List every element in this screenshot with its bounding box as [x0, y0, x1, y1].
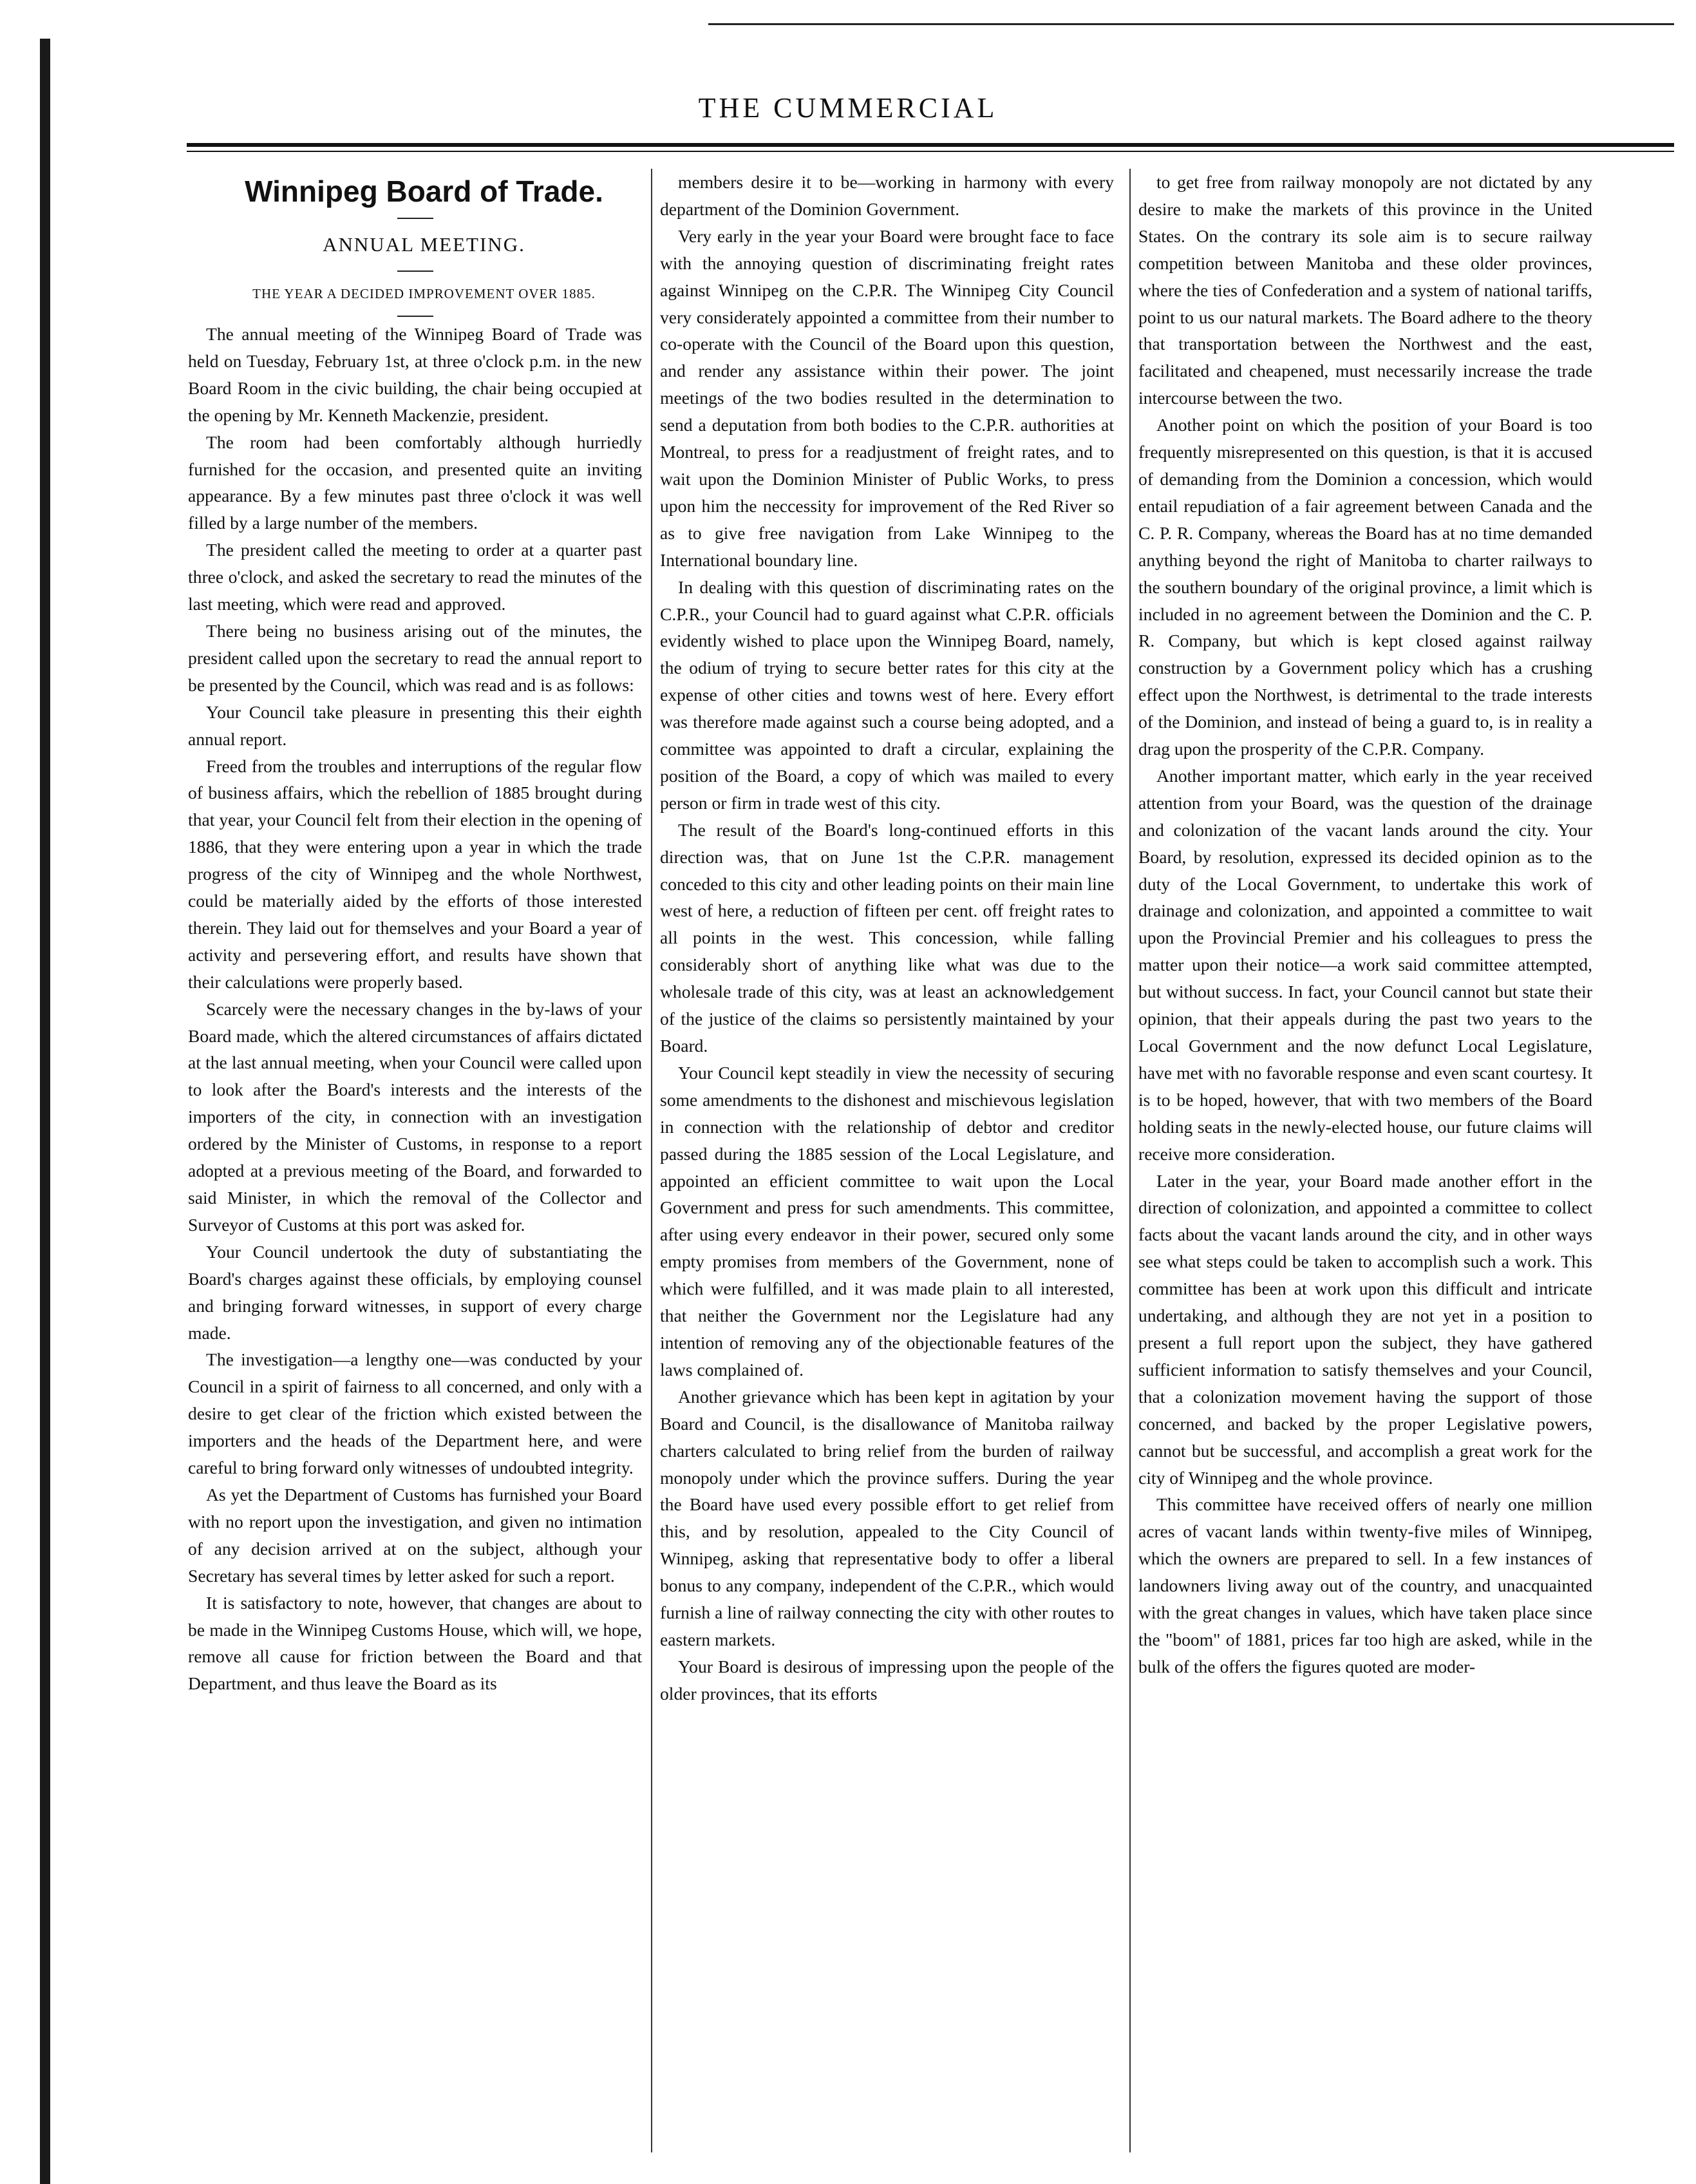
masthead-rule-thin: [187, 151, 1674, 152]
divider: [397, 218, 433, 219]
paragraph: Very early in the year your Board were brought face to face with the annoying question of discriminating freight rates against Winnipeg on the C.P.R. The Winnipeg City Council very considerately appointed a committee from their number to co-operate with the Council of the Board upon this question, and render any assistance within their power. The joint meetings of the two bodies resulted in the determination to send a deputation from both bodies to the C.P.R. authorities at Montreal, to press for a readjustment of freight rates, and to wait upon the Dominion Minister of Public Works, to press upon him the neccessity for improvement of the Red River so as to give free navigation from Lake Winnipeg to the International boundary line.: [660, 225, 1114, 570]
paragraph: Another point on which the position of your Board is too frequently misrepresented on this question, is that it is accused of demanding from the Dominion a concession, which would entail repudiation of a fair agreement between Canada and the C. P. R. Company, whereas the Board has at no time demanded anything beyond the right of Manitoba to charter railways to the southern boundary of the original province, a limit which is included in no agreement between the Dominion and the C. P. R. Company, but which is kept closed against railway construction by a Government policy which has a crushing effect upon the Northwest, is detrimental to the trade interests of the Dominion, and instead of being a guard to, is in reality a drag upon the prosperity of the C.P.R. Company.: [1138, 415, 1592, 759]
scan-edge: [40, 39, 50, 2184]
paragraph: The annual meeting of the Winnipeg Board of Trade was held on Tuesday, February 1st, at three o'clock p.m. in the new Board Room in the civic building, the chair being occupied at the opening by Mr. Kenneth Mackenzie, president.: [188, 324, 642, 425]
masthead: THE CUMMERCIAL: [698, 92, 998, 124]
paragraph: The room had been comfortably although hurriedly furnished for the occasion, and presented quite an inviting appearance. By a few minutes past three o'clock it was well filled by a large number of the members.: [188, 432, 642, 533]
column-body: [660, 169, 1114, 1707]
column-1: [188, 169, 642, 2149]
paragraph: Your Council take pleasure in presenting this their eighth annual report.: [188, 701, 642, 749]
paragraph: In dealing with this question of discriminating rates on the C.P.R., your Council had to guard against what C.P.R. officials evidently wished to place upon the Winnipeg Board, namely, the odium of trying to secure better rates for this city at the expense of other cities and towns west of here. Every effort was therefore made against such a course being adopted, and a committee was appointed to draft a circular, explaining the position of the Board, a copy of which was mailed to every person or firm in trade west of this city.: [660, 576, 1114, 813]
deck: THE YEAR A DECIDED IMPROVEMENT OVER 1885.: [252, 286, 596, 301]
paragraph: to get free from railway monopoly are not dictated by any desire to make the markets of this province in the United States. On the contrary its sole aim is to secure railway competition between Manitoba and these older provinces, where the ties of Confederation and a system of national tariffs, point to us our natural markets. The Board adhere to the theory that transportation between the Northwest and the east, facilitated and cheapened, must necessarily increase the trade intercourse between the two.: [1138, 172, 1592, 408]
column-body: [188, 321, 642, 1697]
paragraph: Your Council kept steadily in view the necessity of securing some amendments to the dishonest and mischievous legislation in connection with the relationship of debtor and creditor passed during the 1885 session of the Local Legislature, and appointed an efficient committee to wait upon the Local Government and press for such amendments. This committee, after using every endeavor in their power, secured only some empty promises from members of the Government, none of which were fulfilled, and it was made plain to all interested, that neither the Government nor the Legislature had any intention of removing any of the objectionable features of the laws complained of.: [660, 1062, 1114, 1380]
top-rule: [708, 23, 1674, 25]
paragraph: The president called the meeting to order at a quarter past three o'clock, and asked the secretary to read the minutes of the last meeting, which were read and approved.: [188, 540, 642, 614]
paragraph: Scarcely were the necessary changes in the by-laws of your Board made, which the altered circumstances of affairs dictated at the last annual meeting, when your Council were called upon to look after the Board's interests and the interests of the importers of the city, in connection with an investigation ordered by the Minister of Customs, in response to a report adopted at a previous meeting of the Board, and forwarded to said Minister, in which the removal of the Collector and Surveyor of Customs at this port was asked for.: [188, 998, 642, 1235]
column-rule: [1129, 169, 1131, 2152]
paragraph: Later in the year, your Board made another effort in the direction of colonization, and appointed a committee to collect facts about the vacant lands around the city, and in other ways see what steps could be taken to accomplish such a work. This committee has been at work upon this difficult and intricate undertaking, and although they are not yet in a position to present a full report upon the subject, they have gathered sufficient information to satisfy themselves and your Council, that a colonization movement having the support of those concerned, and backed by the proper Legislative powers, cannot but be successful, and accomplish a great work for the city of Winnipeg and the whole province.: [1138, 1170, 1592, 1488]
paragraph: This committee have received offers of nearly one million acres of vacant lands within twenty-five miles of Winnipeg, which the owners are prepared to sell. In a few instances of landowners living away out of the country, and unacquainted with the great changes in values, which have taken place since the "boom" of 1881, prices far too high are asked, while in the bulk of the offers the figures quoted are moder-: [1138, 1494, 1592, 1676]
headline: Winnipeg Board of Trade.: [245, 175, 603, 208]
column-2: [660, 169, 1114, 2149]
paragraph: Your Board is desirous of impressing upon the people of the older provinces, that its efforts: [660, 1656, 1114, 1704]
column-3: [1138, 169, 1592, 2149]
paragraph: members desire it to be—working in harmony with every department of the Dominion Government.: [660, 172, 1114, 219]
masthead-rule-thick: [187, 143, 1674, 147]
paragraph: The investigation—a lengthy one—was conducted by your Council in a spirit of fairness to all concerned, and only with a desire to get clear of the friction which existed between the importers and the heads of the Department here, and were careful to bring forward only witnesses of undoubted integrity.: [188, 1349, 642, 1478]
column-body: [1138, 169, 1592, 1680]
divider: [397, 316, 433, 317]
column-rule: [651, 169, 652, 2152]
paragraph: It is satisfactory to note, however, that changes are about to be made in the Winnipeg Customs House, which will, we hope, remove all cause for friction between the Board and that Department, and thus leave the Board as its: [188, 1592, 642, 1694]
paragraph: Another important matter, which early in the year received attention from your Board, was the question of the drainage and colonization of the vacant lands around the city. Your Board, by resolution, expressed its decided opinion as to the duty of the Local Government, to undertake this work of drainage and colonization, and appointed a committee to wait upon the Provincial Premier and his colleagues to press the matter upon their notice—a work said committee attempted, but without success. In fact, your Council cannot but state their opinion, that their appeals during the past two years to the Local Government and the now defunct Local Legislature, have met with no favorable response and even scant courtesy. It is to be hoped, however, that with two members of the Board holding seats in the newly-elected house, our future claims will receive more consideration.: [1138, 765, 1592, 1164]
paragraph: There being no business arising out of the minutes, the president called upon the secretary to read the annual report to be presented by the Council, which was read and is as follows:: [188, 620, 642, 695]
subhead: ANNUAL MEETING.: [323, 233, 525, 256]
paragraph: As yet the Department of Customs has furnished your Board with no report upon the investigation, and given no intimation of any decision arrived at on the subject, although your Secretary has several times by letter asked for such a report.: [188, 1484, 642, 1586]
divider: [397, 271, 433, 272]
paragraph: Freed from the troubles and interruptions of the regular flow of business affairs, which the rebellion of 1885 brought during that year, your Council felt from their election in the opening of 1886, that they were entering upon a year in which the trade progress of the city of Winnipeg and the whole Northwest, could be materially aided by the efforts of those interested therein. They laid out for themselves and your Board a year of activity and persevering effort, and results have shown that their calculations were properly based.: [188, 755, 642, 992]
paragraph: Another grievance which has been kept in agitation by your Board and Council, is the disallowance of Manitoba railway charters calculated to bring relief from the burden of railway monopoly under which the province suffers. During the year the Board have used every possible effort to get relief from this, and by resolution, appealed to the City Council of Winnipeg, asking that representative body to offer a liberal bonus to any company, independent of the C.P.R., which would furnish a line of railway connecting the city with other routes to eastern markets.: [660, 1386, 1114, 1649]
paragraph: Your Council undertook the duty of substantiating the Board's charges against these officials, by employing counsel and bringing forward witnesses, in support of every charge made.: [188, 1241, 642, 1343]
paragraph: The result of the Board's long-continued efforts in this direction was, that on June 1st the C.P.R. management conceded to this city and other leading points on their main line west of here, a reduction of fifteen per cent. off freight rates to all points in the west. This concession, while falling considerably short of anything like what was due to the wholesale trade of this city, was at least an acknowledgement of the justice of the claims so persistently maintained by your Board.: [660, 819, 1114, 1056]
